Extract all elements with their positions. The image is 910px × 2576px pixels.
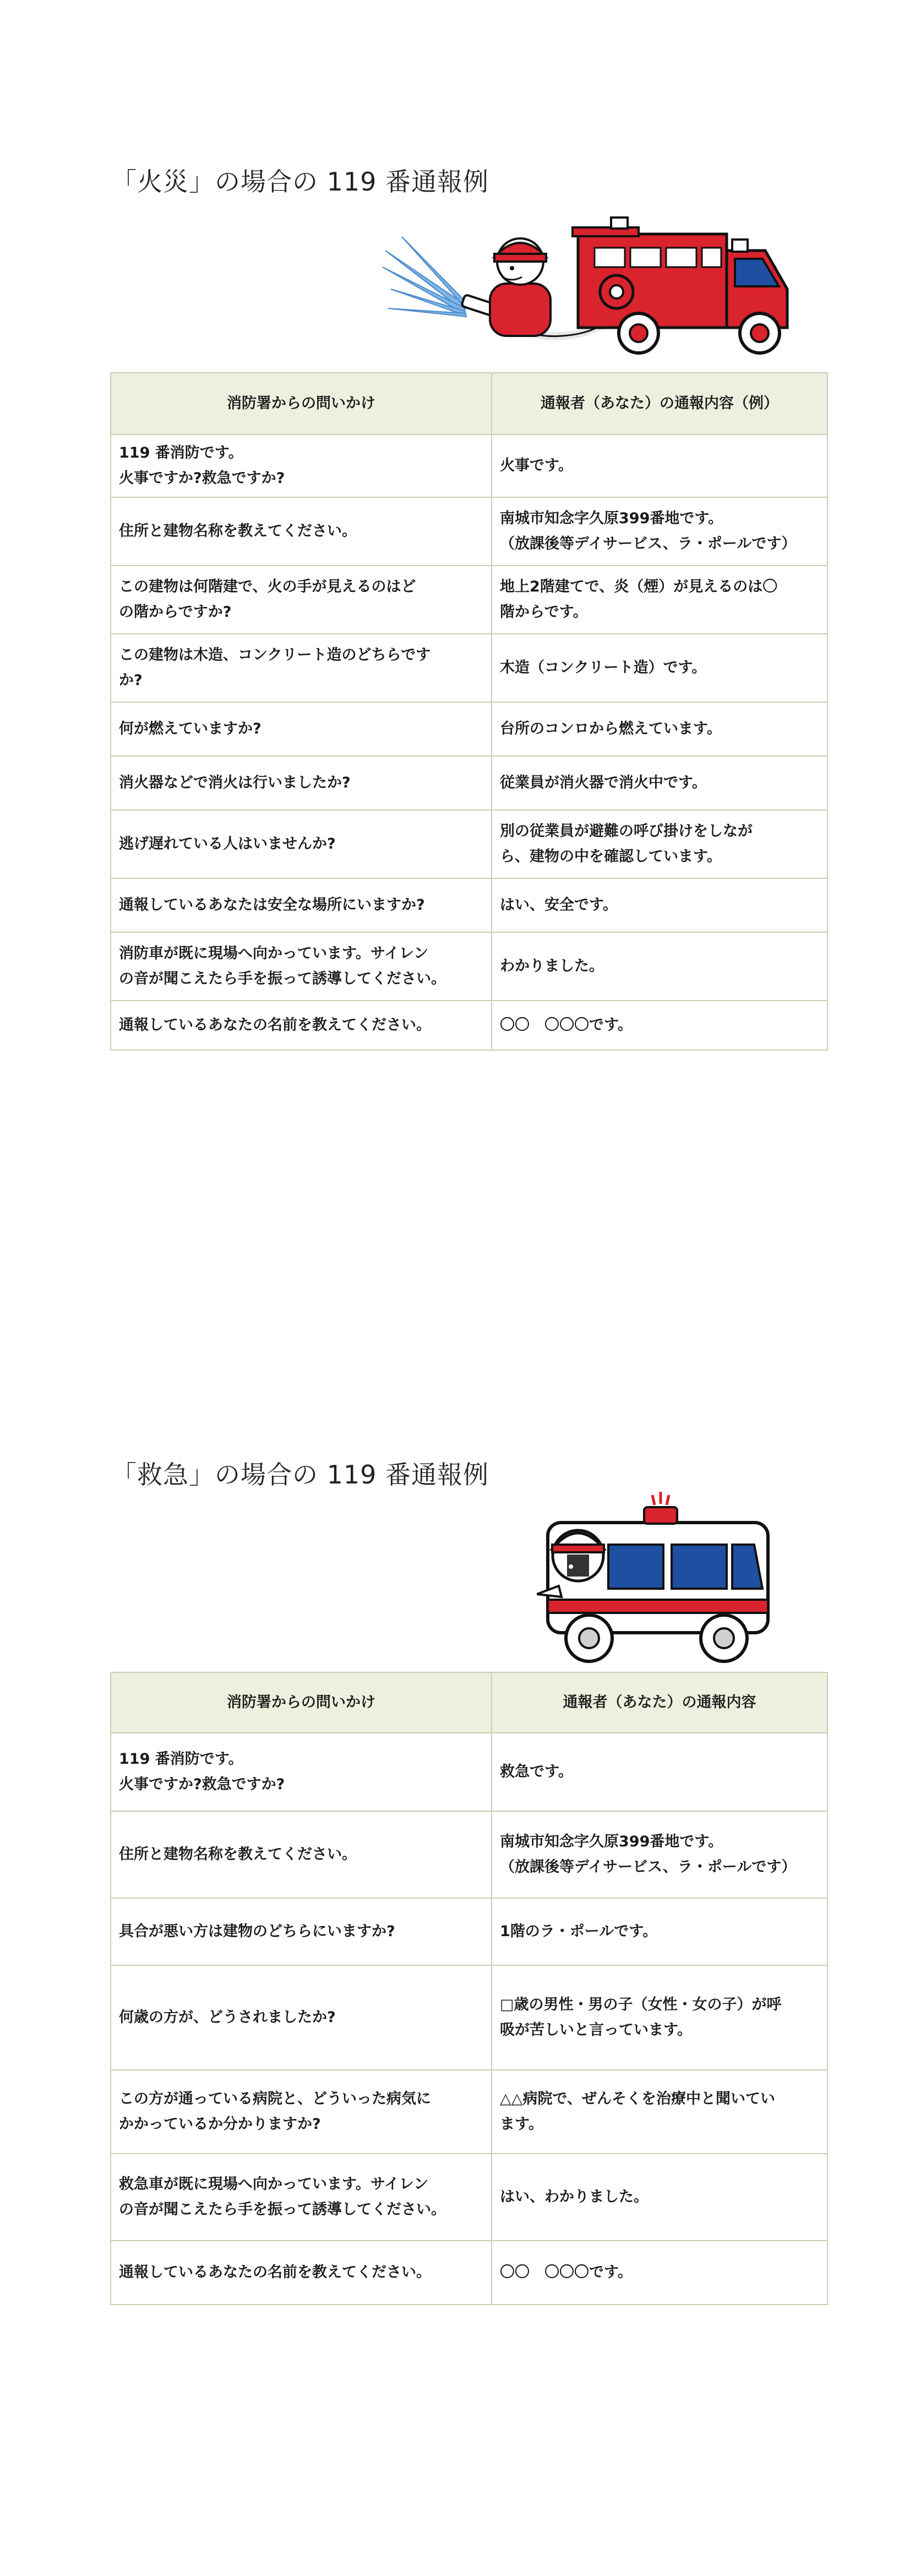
- answer-cell: 〇〇 〇〇〇です。: [492, 2241, 827, 2305]
- answer-cell: 南城市知念字久原399番地です。 （放課後等デイサービス、ラ・ポールです）: [492, 1811, 827, 1898]
- table-row: [111, 810, 827, 878]
- ambulance-call-table: [110, 1672, 828, 2305]
- column-header-answer: 通報者（あなた）の通報内容: [492, 1672, 827, 1733]
- answer-cell: はい、安全です。: [492, 878, 827, 932]
- answer-cell: 地上2階建てで、炎（煙）が見えるのは〇 階からです。: [492, 566, 827, 634]
- table-row: [111, 634, 827, 702]
- question-cell: 通報しているあなたの名前を教えてください。: [111, 1001, 492, 1050]
- fire-truck-icon: [573, 218, 787, 353]
- question-cell: 消火器などで消火は行いましたか?: [111, 756, 492, 810]
- question-cell: 具合が悪い方は建物のどちらにいますか?: [111, 1898, 492, 1965]
- table-row: [111, 878, 827, 932]
- table-row: [111, 756, 827, 810]
- question-cell: 119 番消防です。 火事ですか?救急ですか?: [111, 434, 492, 497]
- question-cell: この建物は何階建で、火の手が見えるのはど の階からですか?: [111, 566, 492, 634]
- table-row: [111, 497, 827, 566]
- answer-cell: 従業員が消火器で消火中です。: [492, 756, 827, 810]
- water-spray-icon: [383, 237, 467, 317]
- table-row: [111, 2241, 827, 2305]
- answer-cell: 別の従業員が避難の呼び掛けをしなが ら、建物の中を確認しています。: [492, 810, 827, 878]
- question-cell: 何が燃えていますか?: [111, 702, 492, 756]
- fire-section-title: 「火災」の場合の 119 番通報例: [111, 167, 489, 197]
- question-cell: 119 番消防です。 火事ですか?救急ですか?: [111, 1733, 492, 1811]
- answer-cell: はい、わかりました。: [492, 2154, 827, 2241]
- answer-cell: 1階のラ・ポールです。: [492, 1898, 827, 1965]
- table-row: [111, 1001, 827, 1050]
- firefighter-icon: [490, 238, 551, 336]
- column-header-question: 消防署からの問いかけ: [111, 1672, 492, 1733]
- answer-cell: 救急です。: [492, 1733, 827, 1811]
- ambulance-section-title: 「救急」の場合の 119 番通報例: [111, 1460, 489, 1490]
- answer-cell: 木造（コンクリート造）です。: [492, 634, 827, 702]
- table-row: [111, 1811, 827, 1898]
- table-row: [111, 932, 827, 1001]
- answer-cell: 火事です。: [492, 434, 827, 497]
- answer-cell: 台所のコンロから燃えています。: [492, 702, 827, 756]
- question-cell: 住所と建物名称を教えてください。: [111, 1811, 492, 1898]
- question-cell: 通報しているあなたは安全な場所にいますか?: [111, 878, 492, 932]
- column-header-question: 消防署からの問いかけ: [111, 373, 492, 434]
- ambulance-illustration: [537, 1490, 784, 1666]
- table-row: [111, 1733, 827, 1811]
- question-cell: この建物は木造、コンクリート造のどちらです か?: [111, 634, 492, 702]
- table-row: [111, 702, 827, 756]
- column-header-answer: 通報者（あなた）の通報内容（例）: [492, 373, 827, 434]
- question-cell: 通報しているあなたの名前を教えてください。: [111, 2241, 492, 2305]
- table-header-row: [111, 1672, 827, 1733]
- answer-cell: △△病院で、ぜんそくを治療中と聞いてい ます。: [492, 2070, 827, 2154]
- table-row: [111, 566, 827, 634]
- answer-cell: □歳の男性・男の子（女性・女の子）が呼 吸が苦しいと言っています。: [492, 1965, 827, 2070]
- question-cell: 何歳の方が、どうされましたか?: [111, 1965, 492, 2070]
- table-header-row: [111, 373, 827, 434]
- question-cell: 住所と建物名称を教えてください。: [111, 497, 492, 566]
- answer-cell: わかりました。: [492, 932, 827, 1001]
- table-row: [111, 434, 827, 497]
- fire-truck-illustration: [380, 195, 809, 372]
- question-cell: 消防車が既に現場へ向かっています。サイレン の音が聞こえたら手を振って誘導してください。: [111, 932, 492, 1001]
- question-cell: 逃げ遅れている人はいませんか?: [111, 810, 492, 878]
- table-row: [111, 2154, 827, 2241]
- question-cell: この方が通っている病院と、どういった病気に かかっているか分かりますか?: [111, 2070, 492, 2154]
- question-cell: 救急車が既に現場へ向かっています。サイレン の音が聞こえたら手を振って誘導してください。: [111, 2154, 492, 2241]
- table-row: [111, 2070, 827, 2154]
- table-row: [111, 1898, 827, 1965]
- fire-call-table: [110, 372, 828, 1051]
- answer-cell: 南城市知念字久原399番地です。 （放課後等デイサービス、ラ・ポールです）: [492, 497, 827, 566]
- table-row: [111, 1965, 827, 2070]
- answer-cell: 〇〇 〇〇〇です。: [492, 1001, 827, 1050]
